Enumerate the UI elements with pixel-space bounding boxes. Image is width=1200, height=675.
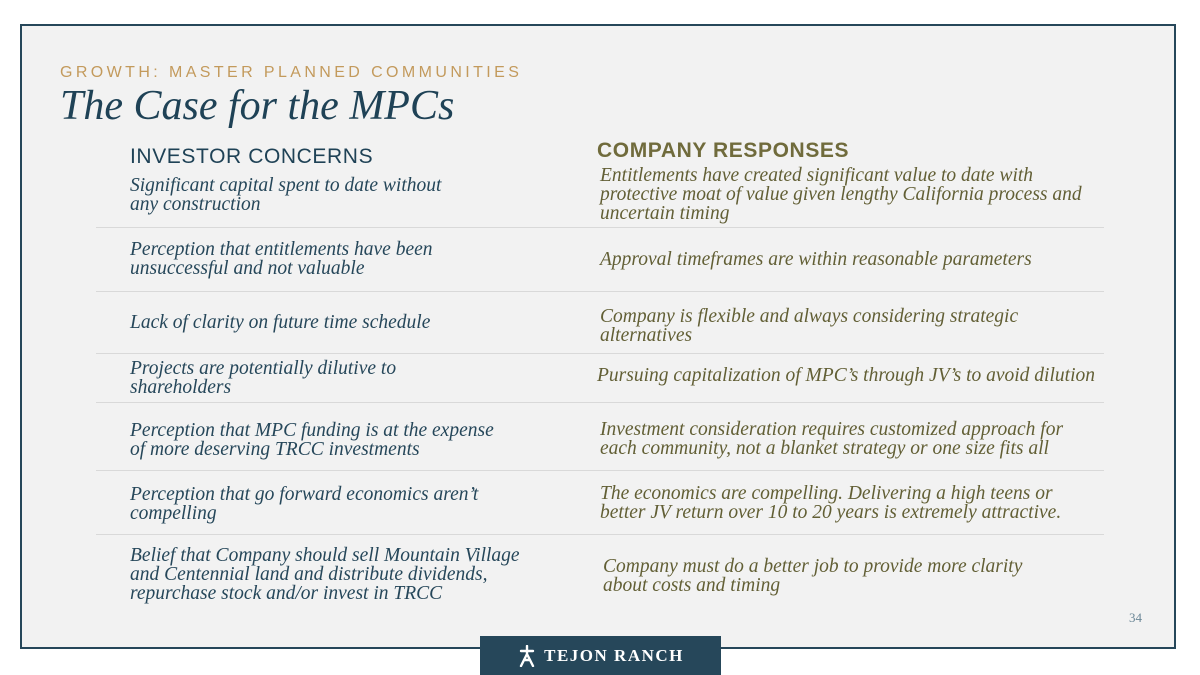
response-row-2: Approval timeframes are within reasonable parameters [600, 249, 1032, 270]
company-responses-heading: COMPANY RESPONSES [597, 139, 850, 162]
tejon-ranch-cross-mark-icon [517, 645, 537, 667]
tejon-ranch-logo [480, 636, 721, 675]
investor-concerns-heading: INVESTOR CONCERNS [130, 145, 374, 168]
response-row-1: Entitlements have created significant value to date with protective moat of value given lengthy California process and uncertain timing [600, 165, 1082, 224]
row-divider [96, 470, 1104, 471]
response-row-6: The economics are compelling. Delivering a high teens or better JV return over 10 to 20 years is extremely attractive. [600, 483, 1062, 523]
row-divider [96, 534, 1104, 535]
row-divider [96, 291, 1104, 292]
row-divider [96, 402, 1104, 403]
concern-row-7: Belief that Company should sell Mountain Village and Centennial land and distribute dividends, repurchase stock and/or invest in TRCC [130, 545, 520, 604]
logo-wordmark: TEJON RANCH [544, 645, 684, 665]
concern-row-6: Perception that go forward economics aren’t compelling [130, 484, 479, 524]
slide-title: The Case for the MPCs [60, 83, 455, 129]
response-row-3: Company is flexible and always considering strategic alternatives [600, 306, 1019, 346]
concern-row-2: Perception that entitlements have been unsuccessful and not valuable [130, 239, 433, 279]
response-row-7: Company must do a better job to provide more clarity about costs and timing [603, 556, 1023, 596]
concern-row-4: Projects are potentially dilutive to shareholders [130, 358, 397, 398]
page-number: 34 [1129, 610, 1142, 625]
response-row-4: Pursuing capitalization of MPC’s through JV’s to avoid dilution [597, 365, 1095, 386]
concern-row-5: Perception that MPC funding is at the expense of more deserving TRCC investments [130, 420, 494, 460]
concern-row-3: Lack of clarity on future time schedule [130, 312, 431, 333]
response-row-5: Investment consideration requires customized approach for each community, not a blanket strategy or one size fits all [600, 419, 1064, 459]
row-divider [96, 353, 1104, 354]
row-divider [96, 227, 1104, 228]
concern-row-1: Significant capital spent to date without any construction [130, 175, 442, 215]
section-eyebrow: GROWTH: MASTER PLANNED COMMUNITIES [60, 64, 523, 81]
